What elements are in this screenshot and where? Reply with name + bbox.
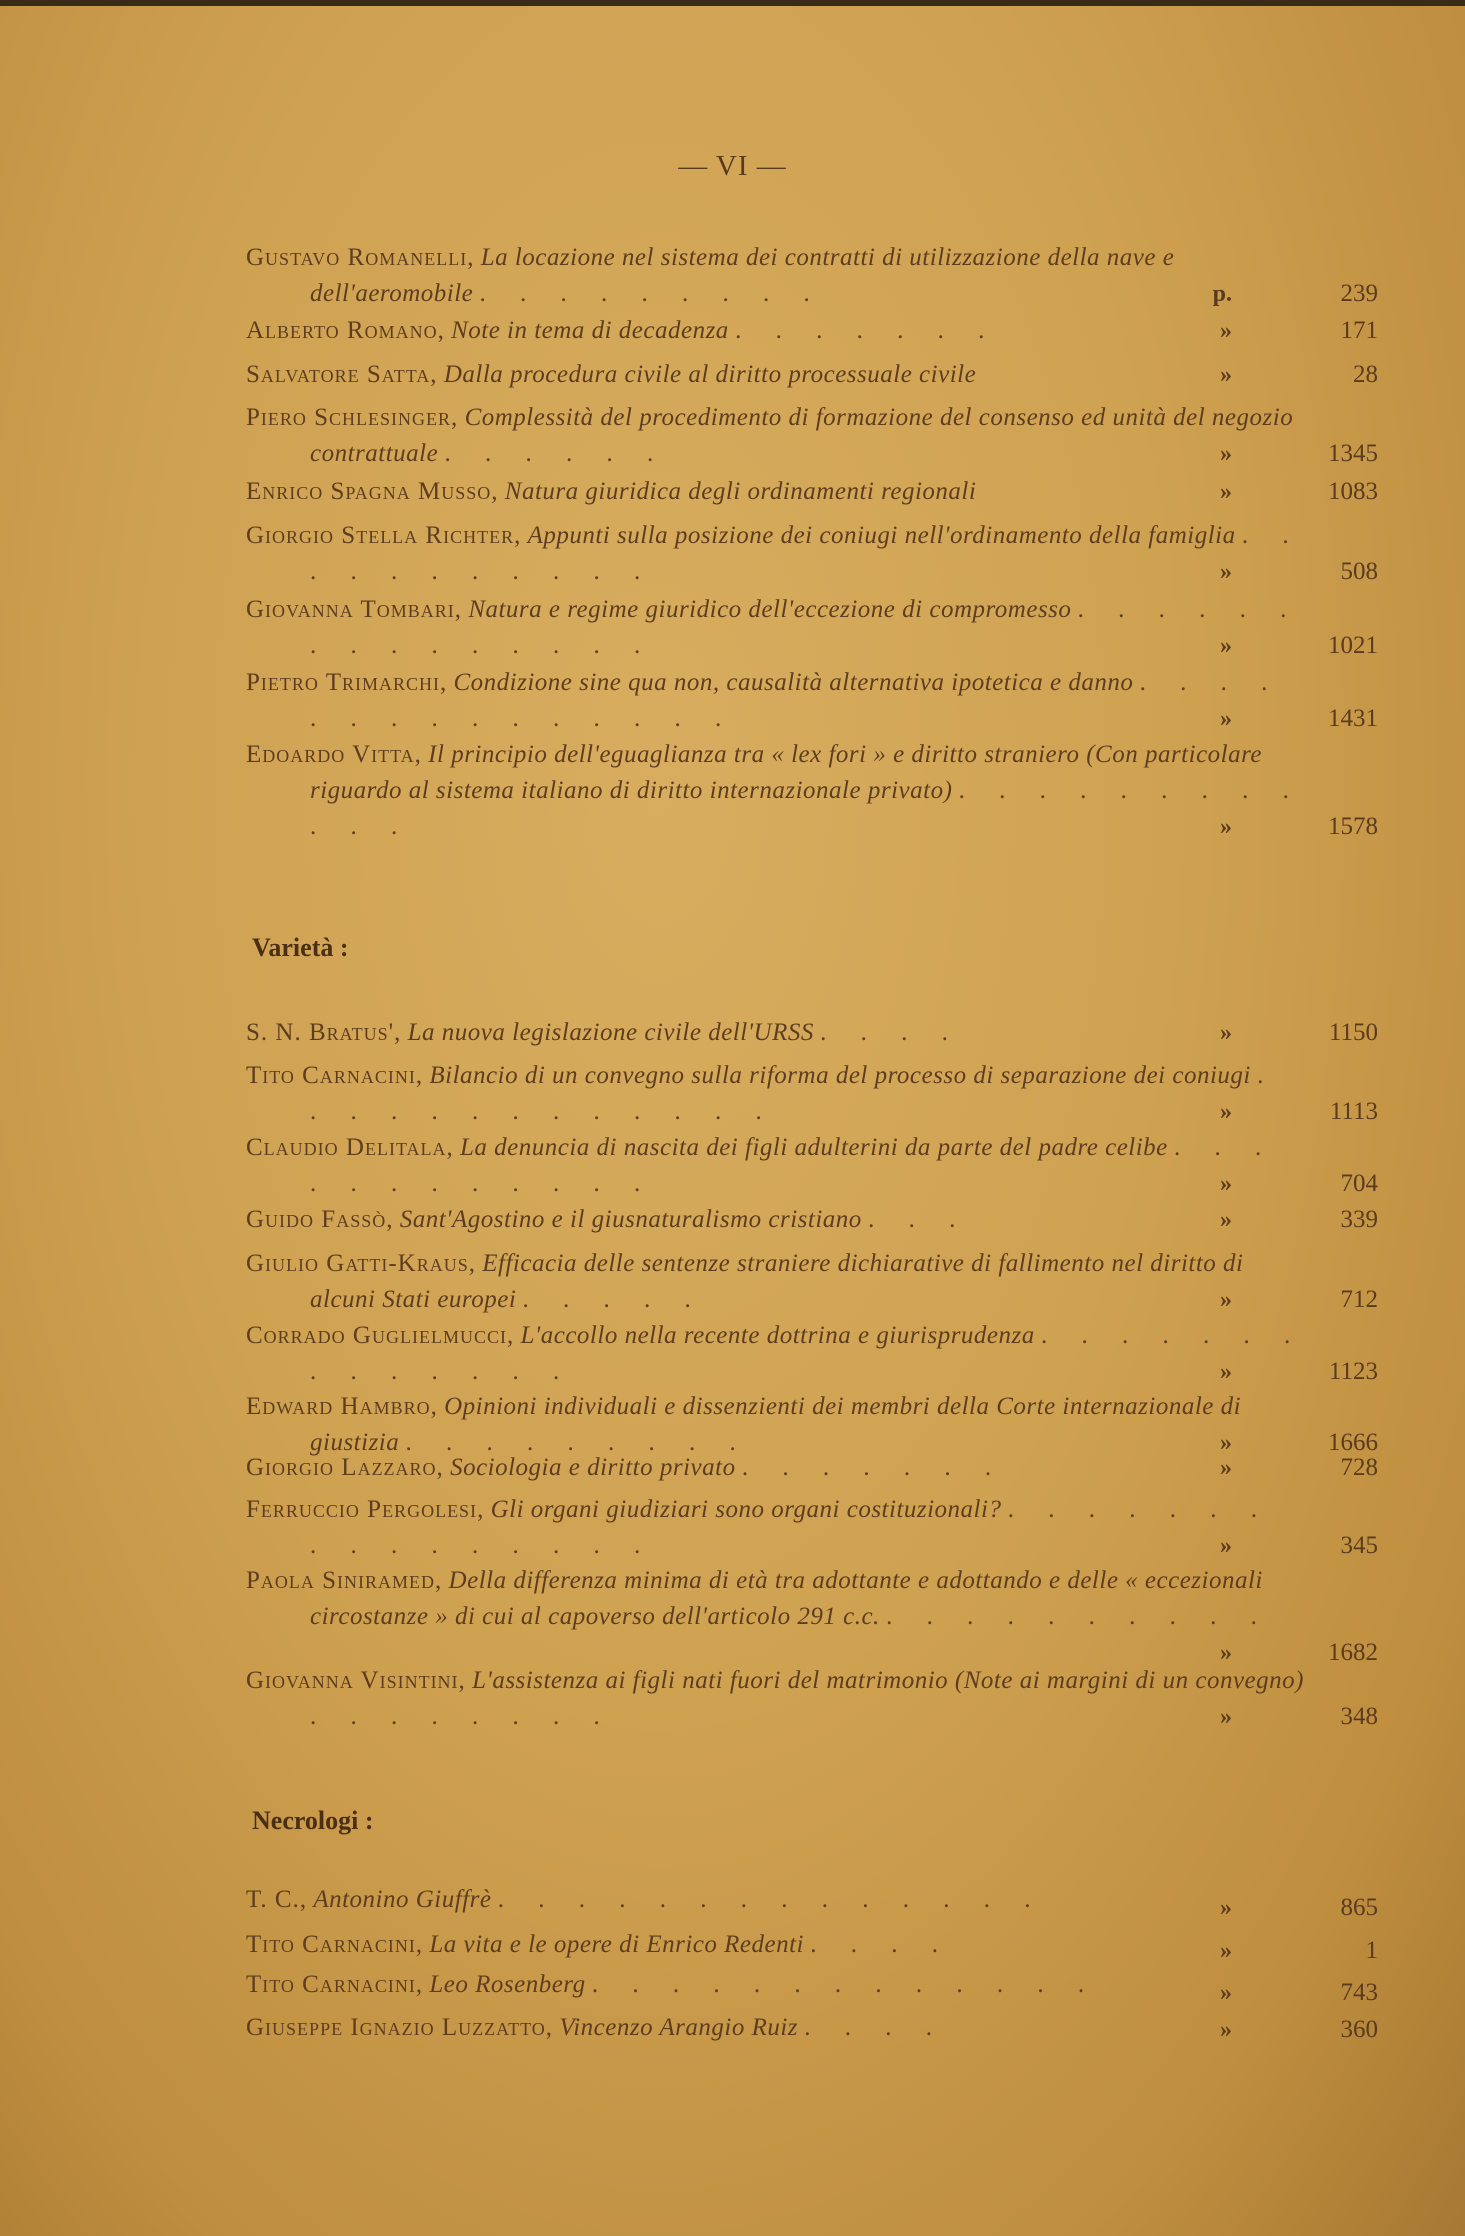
entry-page: 1021 — [1328, 632, 1378, 659]
entry-title: Condizione sine qua non, causalità alternativa ipotetica e danno — [453, 669, 1134, 696]
entry-title: Complessità del procedimento di formazione del consenso ed unità del negozio contrattuale — [310, 404, 1294, 467]
entry-page: 743 — [1340, 1979, 1378, 2006]
entry-page: 508 — [1340, 558, 1378, 585]
index-entry: Alberto Romano, Note in tema di decadenza . . . . . . . » 171 — [246, 313, 1378, 349]
entry-page: 1113 — [1329, 1098, 1378, 1125]
entry-author: Tito Carnacini, — [246, 1971, 424, 1998]
entry-author: Corrado Guglielmucci, — [246, 1322, 515, 1349]
entry-marker: » — [1220, 1171, 1232, 1197]
index-entry: T. C., Antonino Giuffrè . . . . . . . . . . . . . . » 865 — [246, 1882, 1378, 1918]
index-entry: Gustavo Romanelli, La locazione nel sistema dei contratti di utilizzazione della nave e dell'aeromobile . . . . . . . . . p. 239 — [246, 240, 1378, 312]
entry-marker: » — [1220, 1640, 1232, 1666]
entry-author: S. N. Bratus', — [246, 1019, 402, 1046]
entry-author: Giovanna Tombari, — [246, 596, 463, 623]
index-entry: Tito Carnacini, Bilancio di un convegno sulla riforma del processo di separazione dei coniugi . . . . . . . . . . . . . » 1113 — [246, 1058, 1378, 1130]
entry-author: Enrico Spagna Musso, — [246, 478, 499, 505]
entry-marker: » — [1220, 362, 1232, 388]
entry-marker: » — [1220, 633, 1232, 659]
index-entry: Giorgio Lazzaro, Sociologia e diritto privato . . . . . . . » 728 — [246, 1450, 1378, 1486]
entry-page: 1 — [1365, 1937, 1378, 1964]
entry-page: 1431 — [1328, 705, 1378, 732]
entry-marker: » — [1220, 814, 1232, 840]
index-entry: Giuseppe Ignazio Luzzatto, Vincenzo Arangio Ruiz . . . . » 360 — [246, 2010, 1378, 2046]
section-heading-varieta: Varietà : — [252, 933, 349, 962]
index-entry: Piero Schlesinger, Complessità del procedimento di formazione del consenso ed unità del negozio contrattuale . . . . . . » 1345 — [246, 400, 1378, 472]
index-entry: Pietro Trimarchi, Condizione sine qua non, causalità alternativa ipotetica e danno . . . . . . . . . . . . . . . » 1431 — [246, 665, 1378, 737]
entry-author: Salvatore Satta, — [246, 361, 438, 388]
entry-marker: » — [1220, 2017, 1232, 2043]
entry-author: Claudio Delitala, — [246, 1134, 454, 1161]
entry-author: Giorgio Lazzaro, — [246, 1454, 444, 1481]
entry-author: Piero Schlesinger, — [246, 404, 459, 431]
index-entry: Edward Hambro, Opinioni individuali e dissenzienti dei membri della Corte internazionale di giustizia . . . . . . . . . » 1666 — [246, 1389, 1378, 1461]
entry-marker: » — [1220, 706, 1232, 732]
entry-title: Efficacia delle sentenze straniere dichiarative di fallimento nel diritto di alcuni Stati europei — [310, 1250, 1244, 1313]
index-entry: Guido Fassò, Sant'Agostino e il giusnaturalismo cristiano . . . » 339 — [246, 1202, 1378, 1238]
entry-title: Sociologia e diritto privato — [450, 1454, 736, 1481]
entry-marker: » — [1220, 1359, 1232, 1385]
entry-marker: » — [1220, 1895, 1232, 1921]
entry-marker: » — [1220, 1020, 1232, 1046]
entry-author: Alberto Romano, — [246, 317, 445, 344]
entry-title: L'accollo nella recente dottrina e giurisprudenza — [520, 1322, 1035, 1349]
entry-author: Giorgio Stella Richter, — [246, 522, 522, 549]
entry-page: 360 — [1340, 2016, 1378, 2043]
index-entry: Paola Siniramed, Della differenza minima di età tra adottante e adottando e delle « eccezionali circostanze » di cui al capoverso dell'articolo 291 c.c. . . . . . . . . . . » 1682 — [246, 1563, 1378, 1635]
index-entry: Giovanna Visintini, L'assistenza ai figli nati fuori del matrimonio (Note ai margini di un convegno) . . . . . . . . » 348 — [246, 1663, 1378, 1735]
entry-title: Della differenza minima di età tra adottante e adottando e delle « eccezionali circostanze » di cui al capoverso dell'articolo 291 c.c. — [310, 1567, 1263, 1630]
entry-page: 1666 — [1328, 1429, 1378, 1456]
entry-page: 704 — [1340, 1170, 1378, 1197]
index-entry — [246, 357, 1378, 393]
index-entry: Tito Carnacini, Leo Rosenberg . . . . . . . . . . . . . » 743 — [246, 1967, 1378, 2003]
entry-page: 865 — [1340, 1894, 1378, 1921]
index-entry: Giovanna Tombari, Natura e regime giuridico dell'eccezione di compromesso . . . . . . . . . . . . . . . » 1021 — [246, 592, 1378, 664]
index-entry: Tito Carnacini, La vita e le opere di Enrico Redenti . . . . » 1 — [246, 1927, 1378, 1963]
entry-page: 1682 — [1328, 1639, 1378, 1666]
entry-title: La denuncia di nascita dei figli adulterini da parte del padre celibe — [460, 1134, 1168, 1161]
entry-marker: » — [1220, 559, 1232, 585]
entry-page: 339 — [1340, 1206, 1378, 1233]
index-entry: Ferruccio Pergolesi, Gli organi giudiziari sono organi costituzionali? . . . . . . . . . . . . . . . . » 345 — [246, 1492, 1378, 1564]
entry-marker: » — [1220, 479, 1232, 505]
entry-title: Appunti sulla posizione dei coniugi nell'ordinamento della famiglia — [527, 522, 1236, 549]
entry-author: Tito Carnacini, — [246, 1062, 424, 1089]
entry-marker: » — [1220, 1287, 1232, 1313]
index-entry: Giulio Gatti-Kraus, Efficacia delle sentenze straniere dichiarative di fallimento nel diritto di alcuni Stati europei . . . . . » 712 — [246, 1246, 1378, 1318]
entry-author: Guido Fassò, — [246, 1206, 394, 1233]
index-entry: Claudio Delitala, La denuncia di nascita dei figli adulterini da parte del padre celibe . . . . . . . . . . . . » 704 — [246, 1130, 1378, 1202]
entry-title: Il principio dell'eguaglianza tra « lex fori » e diritto straniero (Con particolare riguardo al sistema italiano di diritto internazionale privato) — [310, 741, 1263, 804]
entry-author: Pietro Trimarchi, — [246, 669, 448, 696]
entry-title: Opinioni individuali e dissenzienti dei membri della Corte internazionale di giustizia — [310, 1393, 1242, 1456]
entry-author: Giuseppe Ignazio Luzzatto, — [246, 2014, 554, 2041]
entry-page: 1578 — [1328, 813, 1378, 840]
entry-title: Bilancio di un convegno sulla riforma del processo di separazione dei coniugi — [429, 1062, 1251, 1089]
entry-title: Note in tema di decadenza — [451, 317, 729, 344]
entry-page: 171 — [1340, 317, 1378, 344]
entry-title: Natura giuridica degli ordinamenti regionali — [504, 478, 977, 505]
entry-page: 1083 — [1328, 478, 1378, 505]
entry-author: Giovanna Visintini, — [246, 1667, 466, 1694]
entry-author: Tito Carnacini, — [246, 1931, 424, 1958]
entry-marker: » — [1220, 1099, 1232, 1125]
entry-title: Natura e regime giuridico dell'eccezione di compromesso — [468, 596, 1072, 623]
entry-title: L'assistenza ai figli nati fuori del matrimonio (Note ai margini di un convegno) — [472, 1667, 1304, 1694]
entry-marker: » — [1220, 441, 1232, 467]
index-entry: S. N. Bratus', La nuova legislazione civile dell'URSS . . . . » 1150 — [246, 1015, 1378, 1051]
entry-author: T. C., — [246, 1886, 308, 1913]
entry-marker: » — [1220, 1938, 1232, 1964]
entry-page: 1150 — [1328, 1019, 1378, 1046]
entry-page: 239 — [1340, 280, 1378, 307]
entry-marker: » — [1220, 1430, 1232, 1456]
entry-marker: » — [1220, 318, 1232, 344]
entry-page: 712 — [1340, 1286, 1378, 1313]
entry-title: La vita e le opere di Enrico Redenti — [429, 1931, 804, 1958]
index-entry: Edoardo Vitta, Il principio dell'eguaglianza tra « lex fori » e diritto straniero (Con particolare riguardo al sistema italiano di diritto internazionale privato) . . . . . . . . . . . . » 1578 — [246, 737, 1378, 845]
entry-author: Gustavo Romanelli, — [246, 244, 475, 271]
entry-title: Sant'Agostino e il giusnaturalismo cristiano — [399, 1206, 862, 1233]
entry-author: Paola Siniramed, — [246, 1567, 443, 1594]
entry-title: Antonino Giuffrè — [313, 1886, 492, 1913]
entry-marker: » — [1220, 1207, 1232, 1233]
entry-marker: p. — [1212, 281, 1232, 307]
entry-page: 1123 — [1328, 1358, 1378, 1385]
entry-marker: » — [1220, 1980, 1232, 2006]
entry-author: Edoardo Vitta, — [246, 741, 422, 768]
entry-title: Dalla procedura civile al diritto processuale civile — [443, 361, 977, 388]
entry-page: 728 — [1340, 1454, 1378, 1481]
entry-page: 28 — [1353, 361, 1378, 388]
entry-author: Edward Hambro, — [246, 1393, 438, 1420]
entry-title: Vincenzo Arangio Ruiz — [559, 2014, 799, 2041]
entry-marker: » — [1220, 1704, 1232, 1730]
entry-marker: » — [1220, 1455, 1232, 1481]
entry-author: Ferruccio Pergolesi, — [246, 1496, 485, 1523]
entry-title: Leo Rosenberg — [429, 1971, 586, 1998]
entry-page: 1345 — [1328, 440, 1378, 467]
entry-page: 348 — [1340, 1703, 1378, 1730]
page-number: — VI — — [678, 150, 787, 182]
entry-marker: » — [1220, 1533, 1232, 1559]
entry-title: Gli organi giudiziari sono organi costituzionali? — [490, 1496, 1002, 1523]
entry-author: Giulio Gatti-Kraus, — [246, 1250, 476, 1277]
entry-title: La nuova legislazione civile dell'URSS — [407, 1019, 814, 1046]
entry-title: La locazione nel sistema dei contratti di utilizzazione della nave e dell'aeromobile — [310, 244, 1175, 307]
index-entry: Corrado Guglielmucci, L'accollo nella recente dottrina e giurisprudenza . . . . . . . . . . . . . . » 1123 — [246, 1318, 1378, 1390]
section-heading-necrologi: Necrologi : — [252, 1806, 374, 1835]
index-entry: Giorgio Stella Richter, Appunti sulla posizione dei coniugi nell'ordinamento della famiglia . . . . . . . . . . . » 508 — [246, 518, 1378, 590]
index-entry — [246, 474, 1378, 510]
entry-page: 345 — [1340, 1532, 1378, 1559]
